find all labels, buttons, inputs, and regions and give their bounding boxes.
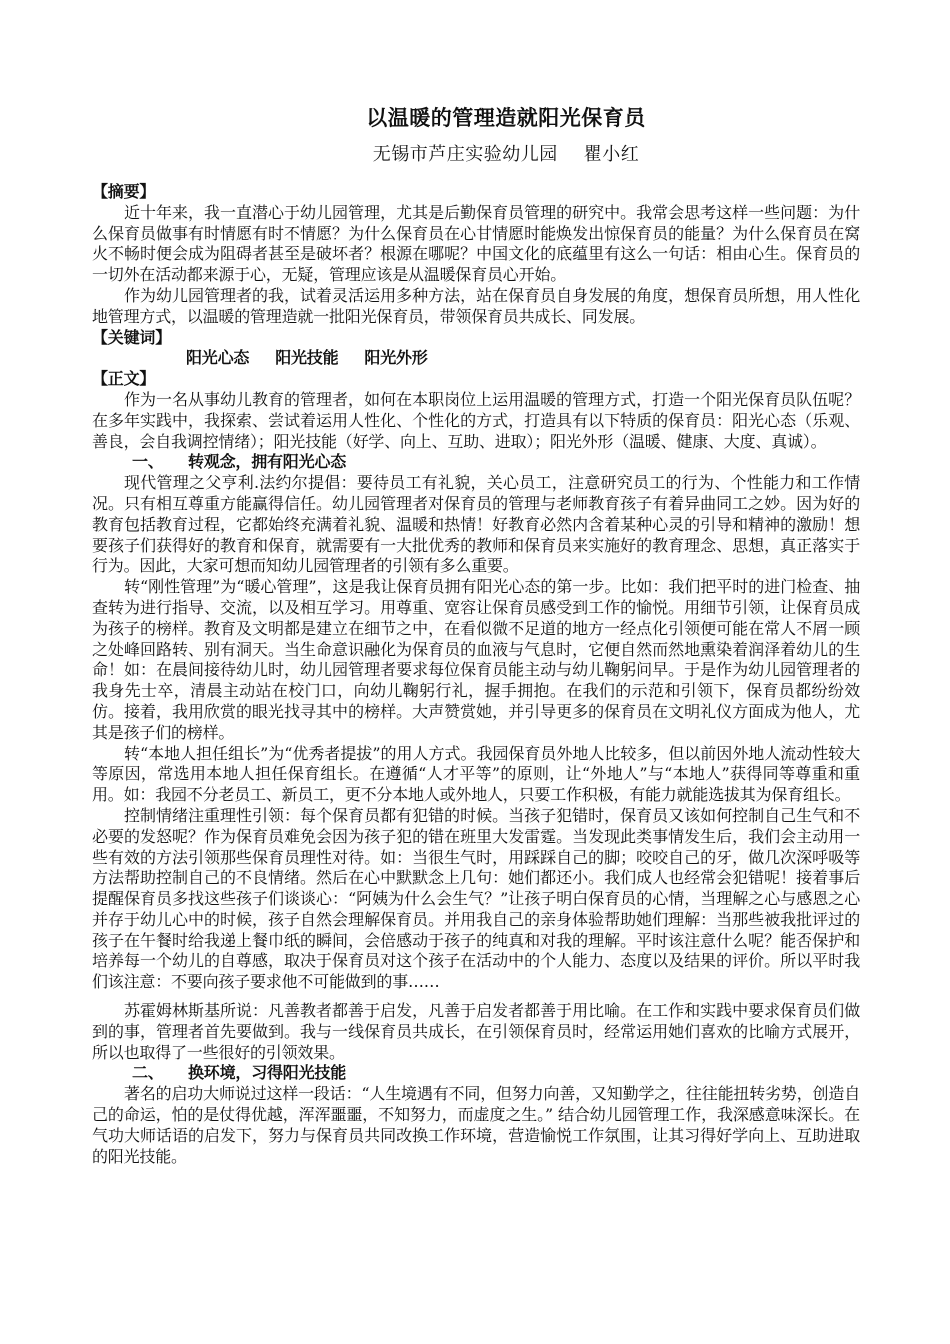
page-title: 以温暖的管理造就阳光保育员 (366, 106, 646, 130)
author-name: 瞿小红 (583, 144, 640, 165)
section-title: 换环境，习得阳光技能 (188, 1063, 347, 1083)
body-intro: 作为一名从事幼儿教育的管理者，如何在本职岗位上运用温暖的管理方式，打造一个阳光保育员队伍呢？在多年实践中，我探索、尝试着运用人性化、个性化的方式，打造具有以下特质的保育员：阳光心态（乐观、善良，会自我调控情绪）；阳光技能（好学、向上、互助、进取）；阳光外形（温暖、健康、大度、真诚）。 (92, 389, 860, 451)
document-page (92, 104, 860, 1167)
keyword: 阳光技能 (275, 348, 339, 368)
abstract-paragraph: 近十年来，我一直潜心于幼儿园管理，尤其是后勤保育员管理的研究中。我常会思考这样一些问题：为什么保育员做事有时情愿有时不情愿？为什么保育员在心甘情愿时能焕发出惊保育员的能量？为什么保育员在窝火不畅时便会成为阻碍者甚至是破坏者？根源在哪呢？中国文化的底蕴里有这么一句话：相由心生。保育员的一切外在活动都来源于心，无疑，管理应该是从温暖保育员心开始。 (92, 202, 860, 285)
author-org: 无锡市芦庄实验幼儿园 (372, 144, 558, 165)
body-label: 【正文】 (92, 369, 156, 389)
section-paragraph: 著名的启功大师说过这样一段话：“人生境遇有不同，但努力向善，又知勤学之，往往能扭转劣势，创造自己的命运，怕的是仗得优越，浑浑噩噩，不知努力，而虚度之生。” 结合幼儿园管理工作，我深感意味深长。在气功大师话语的启发下，努力与保育员共同改换工作环境，营造愉悦工作氛围，让其习得好学向上、互助进取的阳光技能。 (92, 1084, 860, 1166)
section-heading (92, 452, 860, 473)
section-paragraph: 转“本地人担任组长”为“优秀者提拔”的用人方式。我园保育员外地人比较多，但以前因外地人流动性较大等原因，常选用本地人担任保育组长。在遵循“人才平等”的原则，让“外地人”与“本地人”获得同等尊重和重用。如：我园不分老员工、新员工，更不分本地人或外地人，只要工作积极，有能力就能选拔其为保育组长。 (92, 743, 860, 805)
section-number: 一、 (132, 452, 164, 472)
section-title: 转观念，拥有阳光心态 (188, 452, 347, 472)
keyword: 阳光心态 (186, 348, 250, 368)
section-paragraph: 控制情绪注重理性引领：每个保育员都有犯错的时候。当孩子犯错时，保育员又该如何控制自己生气和不必要的发怒呢？作为保育员难免会因为孩子犯的错在班里大发雷霆。当发现此类事情发生后，我们会主动用一些有效的方法引领那些保育员理性对待。如：当很生气时，用踩踩自己的脚；咬咬自己的牙，做几次深呼吸等方法帮助控制自己的不良情绪。然后在心中默默念上几句：她们都还小。我们成人也经常会犯错呢！接着事后提醒保育员多找这些孩子们谈谈心：“阿姨为什么会生气？”让孩子明白保育员的心情，当理解之心与感恩之心并存于幼儿心中的时候，孩子自然会理解保育员。并用我自己的亲身体验帮助她们理解：当那些被我批评过的孩子在午餐时给我递上餐巾纸的瞬间，会倍感动于孩子的纯真和对我的理解。平时该注意什么呢？能否保护和培养每一个幼儿的自尊感，取决于保育员对这个孩子在活动中的个人能力、态度以及结果的评价。所以平时我们该注意：不要向孩子要求他不可能做到的事…… (92, 805, 860, 992)
keywords-list (92, 348, 860, 369)
section-paragraph: 现代管理之父亨利.法约尔提倡：要待员工有礼貌，关心员工，注意研究员工的行为、个性能力和工作情况。只有相互尊重方能赢得信任。幼儿园管理者对保育员的管理与老师教育孩子有着异曲同工之妙。因为好的教育包括教育过程，它都始终充满着礼貌、温暖和热情！好教育必然内含着某种心灵的引导和精神的激励！想要孩子们获得好的教育和保育，就需要有一大批优秀的教师和保育员来实施好的教育理念、思想，真正落实于行为。因此，大家可想而知幼儿园管理者的引领有多么重要。 (92, 473, 860, 576)
abstract-paragraph: 作为幼儿园管理者的我，试着灵活运用多种方法，站在保育员自身发展的角度，想保育员所想，用人性化地管理方式，以温暖的管理造就一批阳光保育员，带领保育员共成长、同发展。 (92, 285, 860, 326)
section-number: 二、 (132, 1063, 164, 1083)
section-paragraph: 转“刚性管理”为“暖心管理”，这是我让保育员拥有阳光心态的第一步。比如：我们把平时的进门检查、抽查转为进行指导、交流，以及相互学习。用尊重、宽容让保育员感受到工作的愉悦。用细节引领，让保育员成为孩子的榜样。教育及文明都是建立在细节之中，在看似微不足道的地方一经点化引领便可能在常人不屑一顾之处峰回路转、别有洞天。当生命意识融化为保育员的血液与气息时，它便自然而然地熏染着润泽着幼儿的生命！如：在晨间接待幼儿时，幼儿园管理者要求每位保育员能主动与幼儿鞠躬问早。于是作为幼儿园管理者的我身先士卒，清晨主动站在校门口，向幼儿鞠躬行礼，握手拥抱。在我们的示范和引领下，保育员都纷纷效仿。接着，我用欣赏的眼光找寻其中的榜样。大声赞赏她，并引导更多的保育员在文明礼仪方面成为他人，尤其是孩子们的榜样。 (92, 577, 860, 742)
section-paragraph: 苏霍姆林斯基所说：凡善教者都善于启发，凡善于启发者都善于用比喻。在工作和实践中要求保育员们做到的事，管理者首先要做到。我与一线保育员共成长，在引领保育员时，经常运用她们喜欢的比喻方式展开，所以也取得了一些很好的引领效果。 (92, 1001, 860, 1062)
keyword: 阳光外形 (364, 348, 428, 368)
author-line (92, 142, 860, 168)
section-heading (92, 1063, 860, 1084)
abstract-label: 【摘要】 (92, 182, 156, 201)
keywords-label: 【关键词】 (92, 327, 172, 347)
